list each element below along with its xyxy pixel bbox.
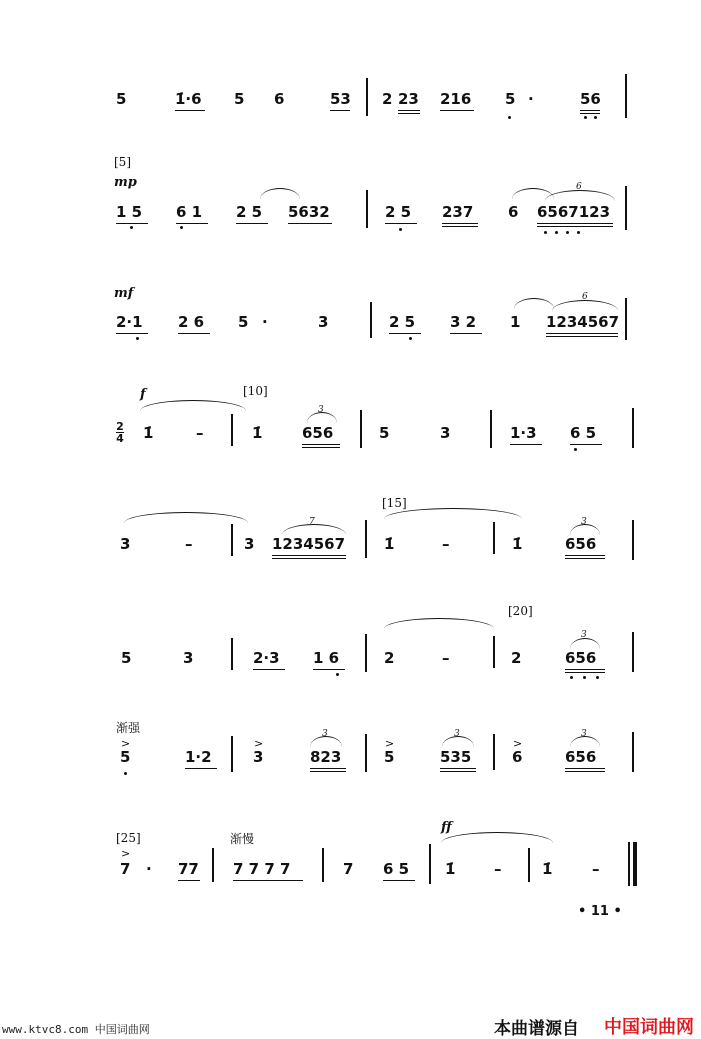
barline	[625, 186, 627, 230]
rehearsal-mark: [5]	[114, 155, 131, 169]
sustain-dash: –	[442, 649, 450, 667]
tuplet-number: 3	[318, 405, 324, 415]
note: 2	[384, 649, 395, 667]
note: 2	[382, 90, 393, 108]
barline	[365, 634, 367, 672]
note: 2·3	[253, 649, 280, 667]
note: 6567123	[537, 203, 611, 221]
note: 656	[565, 748, 597, 766]
note: 23	[398, 90, 419, 108]
barline	[493, 734, 495, 770]
note: 1̇	[445, 860, 456, 878]
final-barline-thick	[633, 842, 637, 886]
footer-source-label: 本曲谱源自	[494, 1019, 579, 1039]
barline	[632, 732, 634, 772]
note: 2 5	[236, 203, 263, 221]
note: 237	[442, 203, 474, 221]
note: 2 5	[385, 203, 412, 221]
rehearsal-mark: [25]	[116, 831, 141, 845]
slur	[260, 188, 300, 199]
note: 1̇	[384, 535, 395, 553]
barline	[212, 848, 214, 882]
expression-mark: 渐强	[116, 721, 141, 735]
barline	[632, 520, 634, 560]
time-signature: 2 4	[116, 420, 124, 445]
barline	[231, 638, 233, 670]
note: 1·2	[185, 748, 212, 766]
note: 3	[318, 313, 329, 331]
note: 823	[310, 748, 342, 766]
slur	[140, 400, 246, 411]
note: 3	[183, 649, 194, 667]
note: 7	[343, 860, 354, 878]
barline	[365, 520, 367, 558]
tuplet-number: 6	[576, 182, 582, 192]
note: 1	[510, 313, 521, 331]
tuplet-number: 3	[581, 630, 587, 640]
note: 1̇	[143, 424, 154, 442]
accent-mark: >	[513, 737, 523, 750]
barline	[370, 302, 372, 338]
note: 5	[384, 748, 395, 766]
note: 216	[440, 90, 472, 108]
augmentation-dot: ·	[528, 90, 534, 108]
note: 5	[234, 90, 245, 108]
barline	[493, 636, 495, 668]
note: 3	[120, 535, 131, 553]
barline	[625, 298, 627, 340]
expression-mark: 渐慢	[230, 832, 255, 846]
note: 5	[116, 90, 127, 108]
note: 2	[511, 649, 522, 667]
tuplet-number: 3	[322, 729, 328, 739]
note: 6 5	[383, 860, 410, 878]
barline	[366, 78, 368, 116]
barline	[366, 190, 368, 228]
note: 1̇	[512, 535, 523, 553]
note: 1̇·6	[175, 90, 202, 108]
note: 3	[244, 535, 255, 553]
barline	[632, 408, 634, 448]
dynamic-mark: ff	[441, 820, 452, 835]
note: 3 2	[450, 313, 477, 331]
note: 1·3	[510, 424, 537, 442]
note: 535	[440, 748, 472, 766]
tuplet-number: 3	[454, 729, 460, 739]
tuplet-number: 6	[582, 292, 588, 302]
note: 1234567	[546, 313, 620, 331]
note: 656	[565, 535, 597, 553]
dynamic-mark: mf	[114, 286, 134, 301]
rehearsal-mark: [10]	[243, 384, 268, 398]
accent-mark: >	[121, 847, 131, 860]
final-barline-thin	[628, 842, 630, 886]
note: 5	[505, 90, 516, 108]
barline	[360, 410, 362, 448]
note: 1234567	[272, 535, 346, 553]
note: 5	[121, 649, 132, 667]
note: 6	[274, 90, 285, 108]
rehearsal-mark: [20]	[508, 604, 533, 618]
sustain-dash: –	[185, 535, 193, 553]
note: 5632	[288, 203, 330, 221]
barline	[231, 414, 233, 446]
note: 656	[565, 649, 597, 667]
note: 6	[508, 203, 519, 221]
barline	[493, 522, 495, 554]
dynamic-mark: mp	[114, 175, 137, 190]
note: 1̇	[252, 424, 263, 442]
accent-mark: >	[385, 737, 395, 750]
note: 3	[440, 424, 451, 442]
footer-watermark-left: www.ktvc8.com 中国词曲网	[2, 1023, 150, 1036]
note: 1̇	[542, 860, 553, 878]
note: 6	[512, 748, 523, 766]
barline	[365, 734, 367, 772]
rehearsal-mark: [15]	[382, 496, 407, 510]
dynamic-mark: f	[140, 387, 146, 402]
accent-mark: >	[121, 737, 131, 750]
tuplet-number: 7	[309, 517, 315, 527]
note: 3	[253, 748, 264, 766]
slur	[514, 298, 554, 309]
note: 1 6	[313, 649, 340, 667]
note: 2 6	[178, 313, 205, 331]
note: 1 5	[116, 203, 143, 221]
note: 77	[178, 860, 199, 878]
sustain-dash: –	[442, 535, 450, 553]
slur	[384, 618, 494, 629]
barline	[231, 736, 233, 772]
note: 6 1	[176, 203, 203, 221]
note: 56	[580, 90, 601, 108]
note: 2 5	[389, 313, 416, 331]
note: 656	[302, 424, 334, 442]
slur	[124, 512, 248, 523]
note: 5	[120, 748, 131, 766]
sustain-dash: –	[196, 424, 204, 442]
note: 7	[120, 860, 131, 878]
note: 53	[330, 90, 351, 108]
barline	[528, 848, 530, 882]
barline	[625, 74, 627, 118]
tuplet-number: 3	[581, 517, 587, 527]
slur	[441, 832, 553, 843]
sustain-dash: –	[592, 860, 600, 878]
note: 6 5	[570, 424, 597, 442]
note: 5	[238, 313, 249, 331]
note: 5	[379, 424, 390, 442]
barline	[429, 844, 431, 884]
sustain-dash: –	[494, 860, 502, 878]
note: 7 7 7 7	[233, 860, 291, 878]
augmentation-dot: ·	[262, 313, 268, 331]
tuplet-number: 3	[581, 729, 587, 739]
barline	[490, 410, 492, 448]
page-number: • 11 •	[578, 904, 622, 919]
barline	[322, 848, 324, 882]
accent-mark: >	[254, 737, 264, 750]
barline	[231, 524, 233, 556]
barline	[632, 632, 634, 672]
augmentation-dot: ·	[146, 860, 152, 878]
footer-site-name: 中国词曲网	[604, 1017, 694, 1038]
note: 2·1	[116, 313, 143, 331]
